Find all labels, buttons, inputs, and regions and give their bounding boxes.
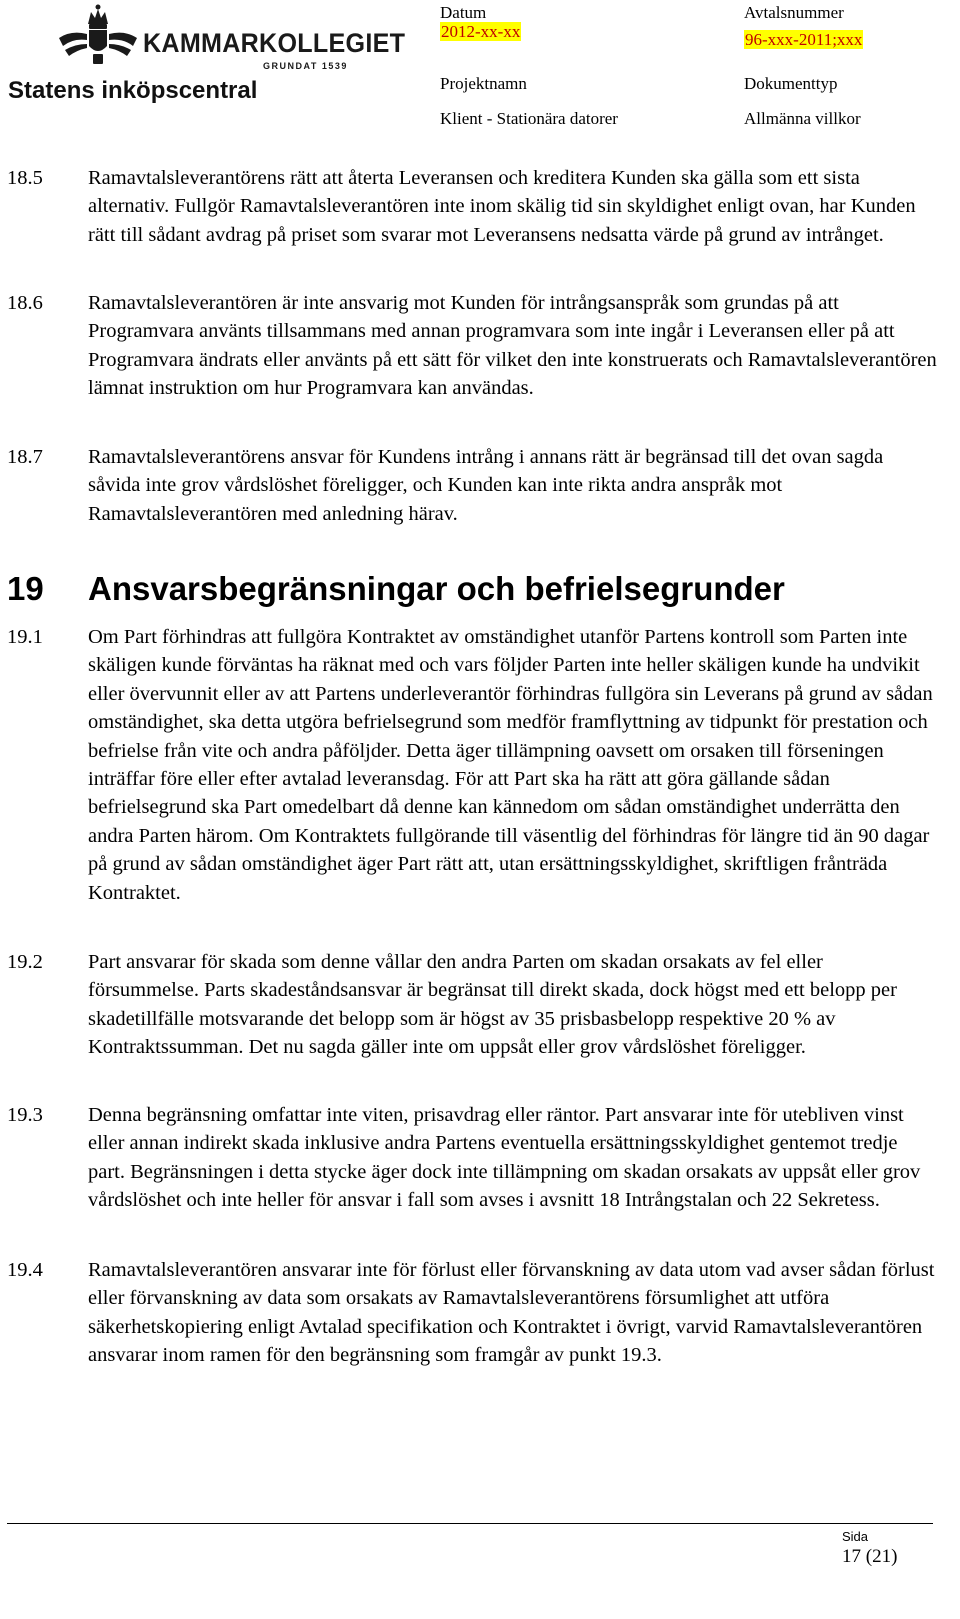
projektnamn-label: Projektnamn xyxy=(440,74,527,93)
clause-number: 19.4 xyxy=(7,1259,43,1281)
clause-18-6 xyxy=(7,289,937,403)
clause-19-3 xyxy=(7,1101,937,1215)
section-title: Ansvarsbegränsningar och befrielsegrunder xyxy=(88,570,785,607)
clause-18-7 xyxy=(7,443,937,528)
page-number: 17 (21) xyxy=(842,1546,898,1567)
clause-number: 19.1 xyxy=(7,626,43,648)
section-number: 19 xyxy=(7,570,44,607)
dokumenttyp-label: Dokumenttyp xyxy=(744,74,838,93)
clause-number: 19.3 xyxy=(7,1104,43,1126)
organization-name: Statens inköpscentral xyxy=(8,77,258,104)
avtalsnummer-label: Avtalsnummer xyxy=(744,3,844,22)
footer-divider xyxy=(7,1523,933,1524)
datum-label: Datum xyxy=(440,3,487,22)
clause-text: Om Part förhindras att fullgöra Kontraktet av omständighet utanför Partens kontroll som Parten inte skäligen kunde förväntas ha räknat med och vars följder Parten inte heller skäligen kunde ha undvikit eller övervunnit eller av att Partens underleverantör förhindras fullgöra sin Leverans på grund av sådan omständighet, ska detta utgöra befrielsegrund som medför framflyttning av tidpunkt för prestation och befrielse från vite och andra påföljder. Detta äger tillämpning oavsett om orsaken till förseningen inträffar före eller efter avtalad leveransdag. För att Part ska ha rätt att göra gällande sådan befrielsegrund ska Part omedelbart då denne kan kännedom om sådan omständighet underrätta den andra Parten härom. Om Kontraktets fullgörande till väsentlig del förhindras för längre tid än 90 dagar på grund av sådan omständighet äger Part rätt att, utan ersättningsskyldighet, skriftligen frånträda Kontraktet. xyxy=(88,626,933,904)
logo-name: KAMMARKOLLEGIET xyxy=(143,28,406,58)
clause-text: Ramavtalsleverantörens rätt att återta Leveransen och kreditera Kunden ska gälla som ett sista alternativ. Fullgör Ramavtalsleverantören inte inom skälig tid sin skyldighet enligt ovan, har Kunden rätt till sådant avdrag på priset som svarar mot Leveransens nedsatta värde på grund av intrånget. xyxy=(88,167,916,246)
clause-text: Part ansvarar för skada som denne vållar den andra Parten om skadan orsakats av fel eller försummelse. Parts skadeståndsansvar är begränsat till direkt skada, dock högst med ett belopp per skadetillfälle motsvarande det belopp som är högst av 35 prisbasbelopp respektive 20 % av Kontraktssumman. Det nu sagda gäller inte om uppsåt eller grov vårdslöshet föreligger. xyxy=(88,951,897,1059)
clause-text: Denna begränsning omfattar inte viten, prisavdrag eller räntor. Part ansvarar inte för utebliven vinst eller annan indirekt skada inklusive andra Partens eventuella ersättningsskyldighet gentemot tredje part. Begränsningen i detta stycke äger dock inte tillämpning om skadan orsakats av uppsåt eller grov vårdslöshet och inte heller för ansvar i fall som avses i avsnitt 18 Intrångstalan och 22 Sekretess. xyxy=(88,1104,921,1212)
clause-number: 18.7 xyxy=(7,446,43,468)
clause-number: 18.6 xyxy=(7,292,43,314)
crown-emblem-icon xyxy=(55,4,141,68)
clause-number: 19.2 xyxy=(7,951,43,973)
datum-value: 2012-xx-xx xyxy=(441,22,521,41)
clause-19-4 xyxy=(7,1256,937,1370)
clause-number: 18.5 xyxy=(7,167,43,189)
clause-text: Ramavtalsleverantörens ansvar för Kundens intrång i annans rätt är begränsad till det ovan sagda såvida inte grov vårdslöshet föreligger, och Kunden kan inte rikta andra anspråk mot Ramavtalsleverantören med anledning härav. xyxy=(88,446,884,525)
section-heading xyxy=(7,570,785,608)
avtalsnummer-value: 96-xxx-2011;xxx xyxy=(745,30,863,49)
kammarkollegiet-logo xyxy=(55,4,406,71)
logo-subtitle: GRUNDAT 1539 xyxy=(263,61,348,71)
clause-19-2 xyxy=(7,948,937,1062)
clause-18-5 xyxy=(7,164,937,249)
clause-19-1 xyxy=(7,623,937,907)
clause-text: Ramavtalsleverantören ansvarar inte för förlust eller förvanskning av data utom vad avser sådan förlust eller förvanskning av data som orsakats av Ramavtalsleverantörens försumlighet att utföra säkerhetskopiering enligt Avtalad specifikation och Kontraktet i övrigt, varvid Ramavtalsleverantören ansvarar inom ramen för den begränsning som framgår av punkt 19.3. xyxy=(88,1259,935,1367)
clause-text: Ramavtalsleverantören är inte ansvarig mot Kunden för intrångsanspråk som grundas på att Programvara använts tillsammans med annan programvara som inte ingår i Leveransen eller på att Programvara ändrats eller använts på ett sätt för vilket den inte konstruerats och Ramavtalsleverantören lämnat instruktion om hur Programvara kan användas. xyxy=(88,292,937,400)
page-label: Sida xyxy=(842,1529,869,1544)
projektnamn-value: Klient - Stationära datorer xyxy=(440,109,618,128)
dokumenttyp-value: Allmänna villkor xyxy=(744,109,861,128)
